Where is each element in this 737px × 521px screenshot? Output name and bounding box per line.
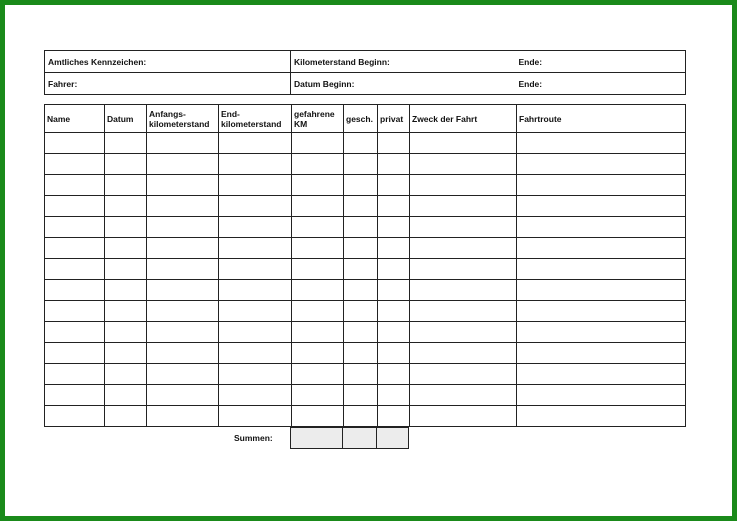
table-row: [45, 238, 686, 259]
cell-zweck[interactable]: [410, 238, 517, 259]
cell-gefahrene[interactable]: [292, 301, 344, 322]
cell-privat[interactable]: [378, 154, 410, 175]
cell-datum[interactable]: [105, 133, 147, 154]
cell-gesch[interactable]: [344, 406, 378, 427]
col-header-end-line2: kilometerstand: [221, 118, 282, 129]
cell-gesch[interactable]: [344, 259, 378, 280]
cell-gefahrene[interactable]: [292, 322, 344, 343]
cell-name[interactable]: [45, 301, 105, 322]
cell-datum[interactable]: [105, 301, 147, 322]
cell-gesch[interactable]: [344, 364, 378, 385]
cell-zweck[interactable]: [410, 343, 517, 364]
table-row: [45, 406, 686, 427]
col-header-anfangs-line1: Anfangs-: [149, 108, 186, 119]
sum-gefahrene-cell[interactable]: [291, 428, 343, 449]
table-row: [45, 322, 686, 343]
cell-anfangs[interactable]: [147, 364, 219, 385]
table-row: [45, 217, 686, 238]
cell-zweck[interactable]: [410, 175, 517, 196]
trip-log-table: [44, 104, 686, 427]
col-header-gesch: gesch.: [344, 105, 378, 133]
cell-datum[interactable]: [105, 322, 147, 343]
cell-privat[interactable]: [378, 301, 410, 322]
col-header-datum: Datum: [105, 105, 147, 133]
cell-datum[interactable]: [105, 364, 147, 385]
cell-fahrtroute[interactable]: [517, 175, 686, 196]
cell-gesch[interactable]: [344, 280, 378, 301]
cell-gefahrene[interactable]: [292, 259, 344, 280]
cell-name[interactable]: [45, 259, 105, 280]
cell-zweck[interactable]: [410, 364, 517, 385]
sum-privat-cell[interactable]: [377, 428, 409, 449]
cell-gesch[interactable]: [344, 196, 378, 217]
cell-anfangs[interactable]: [147, 280, 219, 301]
cell-end[interactable]: [219, 154, 292, 175]
cell-datum[interactable]: [105, 385, 147, 406]
cell-privat[interactable]: [378, 322, 410, 343]
cell-datum[interactable]: [105, 259, 147, 280]
cell-fahrtroute[interactable]: [517, 385, 686, 406]
cell-end[interactable]: [219, 259, 292, 280]
cell-end[interactable]: [219, 364, 292, 385]
cell-name[interactable]: [45, 238, 105, 259]
cell-zweck[interactable]: [410, 154, 517, 175]
cell-gesch[interactable]: [344, 217, 378, 238]
cell-anfangs[interactable]: [147, 301, 219, 322]
cell-end[interactable]: [219, 322, 292, 343]
vehicle-info-table: [44, 50, 686, 95]
cell-gesch[interactable]: [344, 343, 378, 364]
cell-end[interactable]: [219, 301, 292, 322]
cell-name[interactable]: [45, 385, 105, 406]
table-row: [45, 280, 686, 301]
col-header-gefahrene-line2: KM: [294, 118, 308, 129]
cell-fahrtroute[interactable]: [517, 133, 686, 154]
cell-gesch[interactable]: [344, 175, 378, 196]
cell-name[interactable]: [45, 364, 105, 385]
cell-fahrtroute[interactable]: [517, 364, 686, 385]
cell-name[interactable]: [45, 175, 105, 196]
cell-zweck[interactable]: [410, 196, 517, 217]
cell-name[interactable]: [45, 322, 105, 343]
cell-end[interactable]: [219, 217, 292, 238]
sum-table: [290, 427, 409, 449]
cell-datum[interactable]: [105, 154, 147, 175]
cell-anfangs[interactable]: [147, 175, 219, 196]
cell-gesch[interactable]: [344, 322, 378, 343]
table-row: [45, 364, 686, 385]
cell-privat[interactable]: [378, 343, 410, 364]
cell-privat[interactable]: [378, 259, 410, 280]
cell-gefahrene[interactable]: [292, 154, 344, 175]
cell-anfangs[interactable]: [147, 133, 219, 154]
cell-end[interactable]: [219, 406, 292, 427]
table-row: [45, 175, 686, 196]
cell-end[interactable]: [219, 196, 292, 217]
cell-gefahrene[interactable]: [292, 133, 344, 154]
datum-ende-label: Ende:: [518, 78, 543, 89]
cell-fahrtroute[interactable]: [517, 217, 686, 238]
cell-fahrtroute[interactable]: [517, 154, 686, 175]
fahrer-field[interactable]: [45, 73, 291, 95]
col-header-gefahrene: [292, 105, 344, 133]
cell-datum[interactable]: [105, 175, 147, 196]
cell-gefahrene[interactable]: [292, 238, 344, 259]
cell-gesch[interactable]: [344, 154, 378, 175]
cell-privat[interactable]: [378, 217, 410, 238]
sum-row: [291, 428, 409, 449]
cell-end[interactable]: [219, 133, 292, 154]
cell-anfangs[interactable]: [147, 196, 219, 217]
cell-zweck[interactable]: [410, 259, 517, 280]
cell-privat[interactable]: [378, 196, 410, 217]
col-header-zweck: Zweck der Fahrt: [410, 105, 517, 133]
cell-zweck[interactable]: [410, 406, 517, 427]
cell-gesch[interactable]: [344, 238, 378, 259]
km-beginn-label: Kilometerstand Beginn:: [294, 56, 390, 67]
cell-gesch[interactable]: [344, 301, 378, 322]
cell-datum[interactable]: [105, 343, 147, 364]
cell-gefahrene[interactable]: [292, 196, 344, 217]
table-row: [45, 154, 686, 175]
cell-gefahrene[interactable]: [292, 364, 344, 385]
table-row: [45, 343, 686, 364]
cell-anfangs[interactable]: [147, 259, 219, 280]
cell-anfangs[interactable]: [147, 238, 219, 259]
cell-privat[interactable]: [378, 364, 410, 385]
cell-fahrtroute[interactable]: [517, 259, 686, 280]
table-row: [45, 259, 686, 280]
cell-zweck[interactable]: [410, 217, 517, 238]
table-row: [45, 133, 686, 154]
cell-datum[interactable]: [105, 196, 147, 217]
col-header-anfangs: [147, 105, 219, 133]
sum-gesch-cell[interactable]: [343, 428, 377, 449]
cell-zweck[interactable]: [410, 280, 517, 301]
cell-name[interactable]: [45, 217, 105, 238]
cell-end[interactable]: [219, 175, 292, 196]
km-beginn-field[interactable]: [291, 51, 516, 73]
cell-privat[interactable]: [378, 406, 410, 427]
fahrer-label: Fahrer:: [48, 78, 78, 89]
cell-zweck[interactable]: [410, 322, 517, 343]
cell-fahrtroute[interactable]: [517, 301, 686, 322]
cell-datum[interactable]: [105, 406, 147, 427]
cell-zweck[interactable]: [410, 301, 517, 322]
table-row: [45, 385, 686, 406]
table-row: [45, 196, 686, 217]
cell-privat[interactable]: [378, 280, 410, 301]
cell-name[interactable]: [45, 154, 105, 175]
col-header-end-line1: End-: [221, 108, 240, 119]
cell-name[interactable]: [45, 196, 105, 217]
cell-datum[interactable]: [105, 280, 147, 301]
cell-gefahrene[interactable]: [292, 406, 344, 427]
summen-label: Summen:: [234, 433, 273, 443]
cell-end[interactable]: [219, 385, 292, 406]
col-header-anfangs-line2: kilometerstand: [149, 118, 210, 129]
cell-name[interactable]: [45, 133, 105, 154]
cell-fahrtroute[interactable]: [517, 343, 686, 364]
cell-privat[interactable]: [378, 133, 410, 154]
cell-gefahrene[interactable]: [292, 217, 344, 238]
kennzeichen-label: Amtliches Kennzeichen:: [48, 56, 147, 67]
cell-fahrtroute[interactable]: [517, 196, 686, 217]
col-header-end: [219, 105, 292, 133]
cell-anfangs[interactable]: [147, 343, 219, 364]
col-header-privat: privat: [378, 105, 410, 133]
col-header-fahrtroute: Fahrtroute: [517, 105, 686, 133]
cell-gefahrene[interactable]: [292, 280, 344, 301]
cell-gefahrene[interactable]: [292, 175, 344, 196]
cell-name[interactable]: [45, 280, 105, 301]
kennzeichen-field[interactable]: [45, 51, 291, 73]
km-ende-label: Ende:: [518, 56, 543, 67]
cell-anfangs[interactable]: [147, 154, 219, 175]
datum-ende-field[interactable]: [516, 73, 686, 95]
cell-anfangs[interactable]: [147, 217, 219, 238]
cell-zweck[interactable]: [410, 133, 517, 154]
cell-anfangs[interactable]: [147, 406, 219, 427]
cell-fahrtroute[interactable]: [517, 322, 686, 343]
cell-gesch[interactable]: [344, 133, 378, 154]
cell-datum[interactable]: [105, 238, 147, 259]
vehicle-info-row: [45, 51, 686, 73]
cell-fahrtroute[interactable]: [517, 406, 686, 427]
cell-privat[interactable]: [378, 175, 410, 196]
cell-privat[interactable]: [378, 238, 410, 259]
cell-gesch[interactable]: [344, 385, 378, 406]
cell-gefahrene[interactable]: [292, 385, 344, 406]
cell-end[interactable]: [219, 343, 292, 364]
datum-beginn-label: Datum Beginn:: [294, 78, 355, 89]
km-ende-field[interactable]: [516, 51, 686, 73]
driver-info-row: [45, 73, 686, 95]
cell-anfangs[interactable]: [147, 385, 219, 406]
datum-beginn-field[interactable]: [291, 73, 516, 95]
trip-log-body: [45, 133, 686, 427]
col-header-gefahrene-line1: gefahrene: [294, 108, 335, 119]
cell-name[interactable]: [45, 343, 105, 364]
cell-fahrtroute[interactable]: [517, 238, 686, 259]
cell-name[interactable]: [45, 406, 105, 427]
cell-end[interactable]: [219, 280, 292, 301]
cell-end[interactable]: [219, 238, 292, 259]
cell-fahrtroute[interactable]: [517, 280, 686, 301]
table-row: [45, 301, 686, 322]
cell-privat[interactable]: [378, 385, 410, 406]
col-header-name: Name: [45, 105, 105, 133]
column-header-row: [45, 105, 686, 133]
cell-zweck[interactable]: [410, 385, 517, 406]
cell-datum[interactable]: [105, 217, 147, 238]
cell-anfangs[interactable]: [147, 322, 219, 343]
cell-gefahrene[interactable]: [292, 343, 344, 364]
